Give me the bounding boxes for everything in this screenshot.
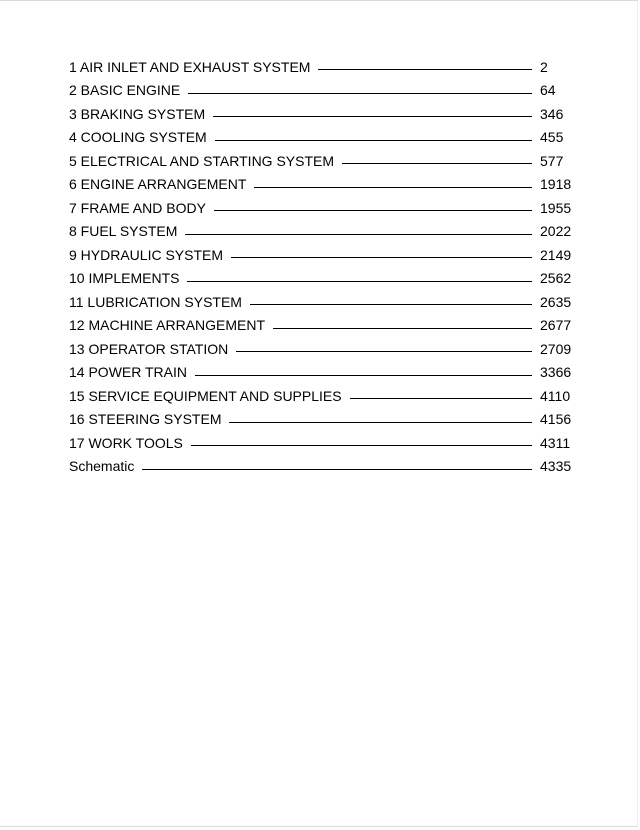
table-of-contents xyxy=(69,55,572,478)
toc-entry-electrical-and-starting-system[interactable] xyxy=(69,149,572,173)
toc-entry-title: 3 BRAKING SYSTEM xyxy=(69,105,206,122)
toc-entry-basic-engine[interactable] xyxy=(69,79,572,103)
toc-entry-page: 4335 xyxy=(540,458,572,475)
toc-entry-hydraulic-system[interactable] xyxy=(69,243,572,267)
toc-leader-line xyxy=(142,469,532,470)
toc-entry-work-tools[interactable] xyxy=(69,431,572,455)
toc-entry-title: 15 SERVICE EQUIPMENT AND SUPPLIES xyxy=(69,387,342,404)
toc-entry-page: 2022 xyxy=(540,223,572,240)
toc-entry-lubrication-system[interactable] xyxy=(69,290,572,314)
toc-entry-page: 1955 xyxy=(540,199,572,216)
toc-leader-line xyxy=(187,281,532,282)
toc-entry-page: 2149 xyxy=(540,246,572,263)
toc-entry-page: 64 xyxy=(540,82,556,99)
toc-leader-line xyxy=(191,445,532,446)
toc-leader-line xyxy=(318,69,532,70)
toc-entry-power-train[interactable] xyxy=(69,361,572,385)
toc-leader-line xyxy=(236,351,532,352)
toc-entry-title: 17 WORK TOOLS xyxy=(69,434,183,451)
toc-entry-page: 3366 xyxy=(540,364,572,381)
toc-entry-fuel-system[interactable] xyxy=(69,220,572,244)
toc-entry-page: 4156 xyxy=(540,411,572,428)
toc-entry-page: 2709 xyxy=(540,340,572,357)
toc-entry-air-inlet-and-exhaust-system[interactable] xyxy=(69,55,572,79)
toc-entry-title: 16 STEERING SYSTEM xyxy=(69,411,222,428)
toc-entry-title: 11 LUBRICATION SYSTEM xyxy=(69,293,242,310)
toc-entry-steering-system[interactable] xyxy=(69,408,572,432)
toc-leader-line xyxy=(215,140,532,141)
toc-leader-line xyxy=(250,304,532,305)
toc-leader-line xyxy=(213,116,532,117)
toc-leader-line xyxy=(229,422,532,423)
toc-leader-line xyxy=(214,210,532,211)
toc-entry-braking-system[interactable] xyxy=(69,102,572,126)
toc-entry-page: 2677 xyxy=(540,317,572,334)
toc-entry-page: 346 xyxy=(540,105,564,122)
toc-entry-cooling-system[interactable] xyxy=(69,126,572,150)
toc-leader-line xyxy=(254,187,532,188)
toc-entry-title: 6 ENGINE ARRANGEMENT xyxy=(69,176,247,193)
toc-entry-title: 10 IMPLEMENTS xyxy=(69,270,180,287)
toc-leader-line xyxy=(342,163,532,164)
toc-entry-title: 8 FUEL SYSTEM xyxy=(69,223,178,240)
toc-entry-title: 13 OPERATOR STATION xyxy=(69,340,229,357)
toc-entry-page: 1918 xyxy=(540,176,572,193)
toc-entry-operator-station[interactable] xyxy=(69,337,572,361)
toc-entry-title: 2 BASIC ENGINE xyxy=(69,82,181,99)
toc-entry-schematic[interactable] xyxy=(69,455,572,479)
toc-leader-line xyxy=(231,257,532,258)
toc-entry-title: 7 FRAME AND BODY xyxy=(69,199,206,216)
toc-leader-line xyxy=(350,398,532,399)
toc-entry-page: 4110 xyxy=(540,387,571,404)
toc-entry-page: 4311 xyxy=(540,434,571,451)
toc-leader-line xyxy=(195,375,532,376)
toc-entry-frame-and-body[interactable] xyxy=(69,196,572,220)
toc-leader-line xyxy=(273,328,532,329)
toc-entry-title: 9 HYDRAULIC SYSTEM xyxy=(69,246,224,263)
toc-entry-service-equipment-and-supplies[interactable] xyxy=(69,384,572,408)
toc-entry-page: 577 xyxy=(540,152,564,169)
toc-entry-title: 14 POWER TRAIN xyxy=(69,364,187,381)
toc-entry-title: 5 ELECTRICAL AND STARTING SYSTEM xyxy=(69,152,335,169)
toc-entry-title: 12 MACHINE ARRANGEMENT xyxy=(69,317,266,334)
toc-entry-page: 2635 xyxy=(540,293,572,310)
toc-entry-engine-arrangement[interactable] xyxy=(69,173,572,197)
toc-entry-page: 2 xyxy=(540,58,548,75)
toc-entry-title: Schematic xyxy=(69,458,135,475)
toc-leader-line xyxy=(188,93,532,94)
toc-entry-page: 455 xyxy=(540,129,564,146)
toc-entry-implements[interactable] xyxy=(69,267,572,291)
toc-leader-line xyxy=(185,234,532,235)
toc-entry-page: 2562 xyxy=(540,270,572,287)
toc-entry-title: 1 AIR INLET AND EXHAUST SYSTEM xyxy=(69,58,311,75)
toc-entry-title: 4 COOLING SYSTEM xyxy=(69,129,207,146)
toc-entry-machine-arrangement[interactable] xyxy=(69,314,572,338)
